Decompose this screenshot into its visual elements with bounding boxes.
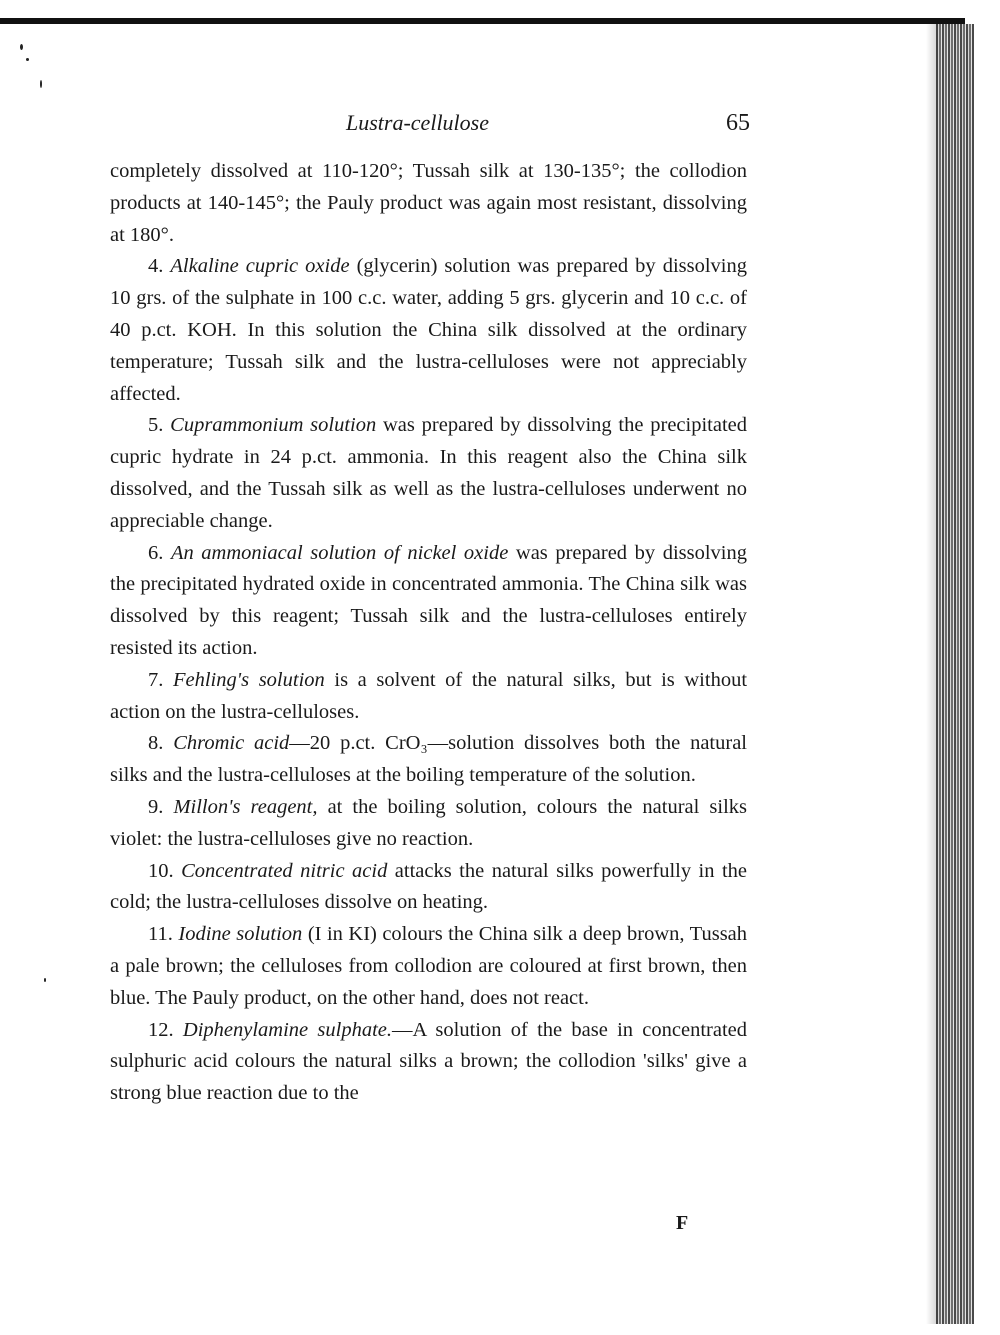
book-binding-edge <box>936 24 974 1324</box>
top-rule <box>0 18 965 24</box>
paragraph-number: 11. <box>148 923 173 946</box>
page-number: 65 <box>726 110 750 136</box>
paragraph-title: Cuprammonium solution <box>170 414 377 437</box>
paragraph-text: —A solution of the base in concentrated sulphuric acid colours the natural silks a brown; the collodion 'silks' give a strong blue reaction due to the <box>110 1018 748 1105</box>
running-title: Lustra-cellulose <box>346 110 489 135</box>
paragraph-number: 4. <box>148 255 164 278</box>
paragraph-text: is a solvent of the natural silks, but is without action on the lustra-celluloses. <box>110 668 748 723</box>
body-text <box>110 156 747 1110</box>
paragraph-title: Iodine solution <box>178 923 303 946</box>
paragraph-6 <box>110 538 747 665</box>
paragraph-text: (I in KI) colours the China silk a deep brown, Tussah a pale brown; the celluloses from collodion are coloured at first brown, then blue. The Pauly product, on the other hand, does not react. <box>110 923 748 1009</box>
paragraph-11 <box>110 919 747 1014</box>
paragraph-title: Fehling's solution <box>172 668 325 691</box>
paragraph-title: An ammoniacal solution of nickel oxide <box>170 541 509 564</box>
paragraph-text: was prepared by dissolving the precipitated cupric hydrate in 24 p.ct. ammonia. In this reagent also the China silk dissolved, and the Tussah silk as well as the lustra-celluloses underwent no appreciable change. <box>110 414 747 532</box>
paragraph-7 <box>110 665 747 729</box>
paragraph-text: attacks the natural silks powerfully in the cold; the lustra-celluloses dissolve on heating. <box>110 859 748 914</box>
paragraph-continuation <box>110 156 747 251</box>
paragraph-8 <box>110 728 747 792</box>
paragraph-9 <box>110 792 747 856</box>
paragraph-text: at the boiling solution, colours the natural silks violet: the lustra-celluloses give no reaction. <box>110 795 748 850</box>
paragraph-10 <box>110 856 747 920</box>
paragraph-number: 5. <box>148 414 164 437</box>
paragraph-title: Alkaline cupric oxide <box>170 255 350 278</box>
paragraph-text: (glycerin) solution was prepared by dissolving 10 grs. of the sulphate in 100 c.c. water, adding 5 grs. glycerin and 10 c.c. of 40 p.ct. KOH. In this solution the China silk dissolved at the ordinary temperature; Tussah silk and the lustra-celluloses were not appreciably affected. <box>110 255 747 405</box>
paragraph-number: 7. <box>148 668 164 691</box>
paragraph-title: Diphenylamine sulphate. <box>182 1018 392 1041</box>
paragraph-number: 9. <box>148 795 164 818</box>
paragraph-number: 12. <box>148 1018 174 1041</box>
paragraph-number: 8. <box>148 732 164 755</box>
paragraph-4 <box>110 251 747 410</box>
paragraph-title: Millon's reagent, <box>173 795 318 818</box>
scan-speck <box>44 978 46 982</box>
paragraph-text: completely dissolved at 110-120°; Tussah silk at 130-135°; the collodion products at 140-145°; the Pauly product was again most resistant, dissolving at 180°. <box>110 160 747 246</box>
scan-speck <box>20 44 23 50</box>
paragraph-5 <box>110 410 747 537</box>
scan-speck <box>40 80 42 88</box>
scan-speck <box>26 58 29 61</box>
paragraph-title: Concentrated nitric acid <box>181 859 388 882</box>
paragraph-text: was prepared by dissolving the precipitated hydrated oxide in concentrated ammonia. The China silk was dissolved by this reagent; Tussah silk and the lustra-celluloses entirely resisted its action. <box>110 541 747 659</box>
paragraph-title: Chromic acid <box>173 732 290 755</box>
paragraph-number: 10. <box>148 859 174 882</box>
paragraph-number: 6. <box>148 541 164 564</box>
paragraph-12 <box>110 1015 747 1110</box>
signature-mark: F <box>676 1212 689 1234</box>
paragraph-text: —20 p.ct. CrO₃—solution dissolves both the natural silks and the lustra-celluloses at the boiling temperature of the solution. <box>110 732 747 787</box>
page-header <box>110 108 750 142</box>
